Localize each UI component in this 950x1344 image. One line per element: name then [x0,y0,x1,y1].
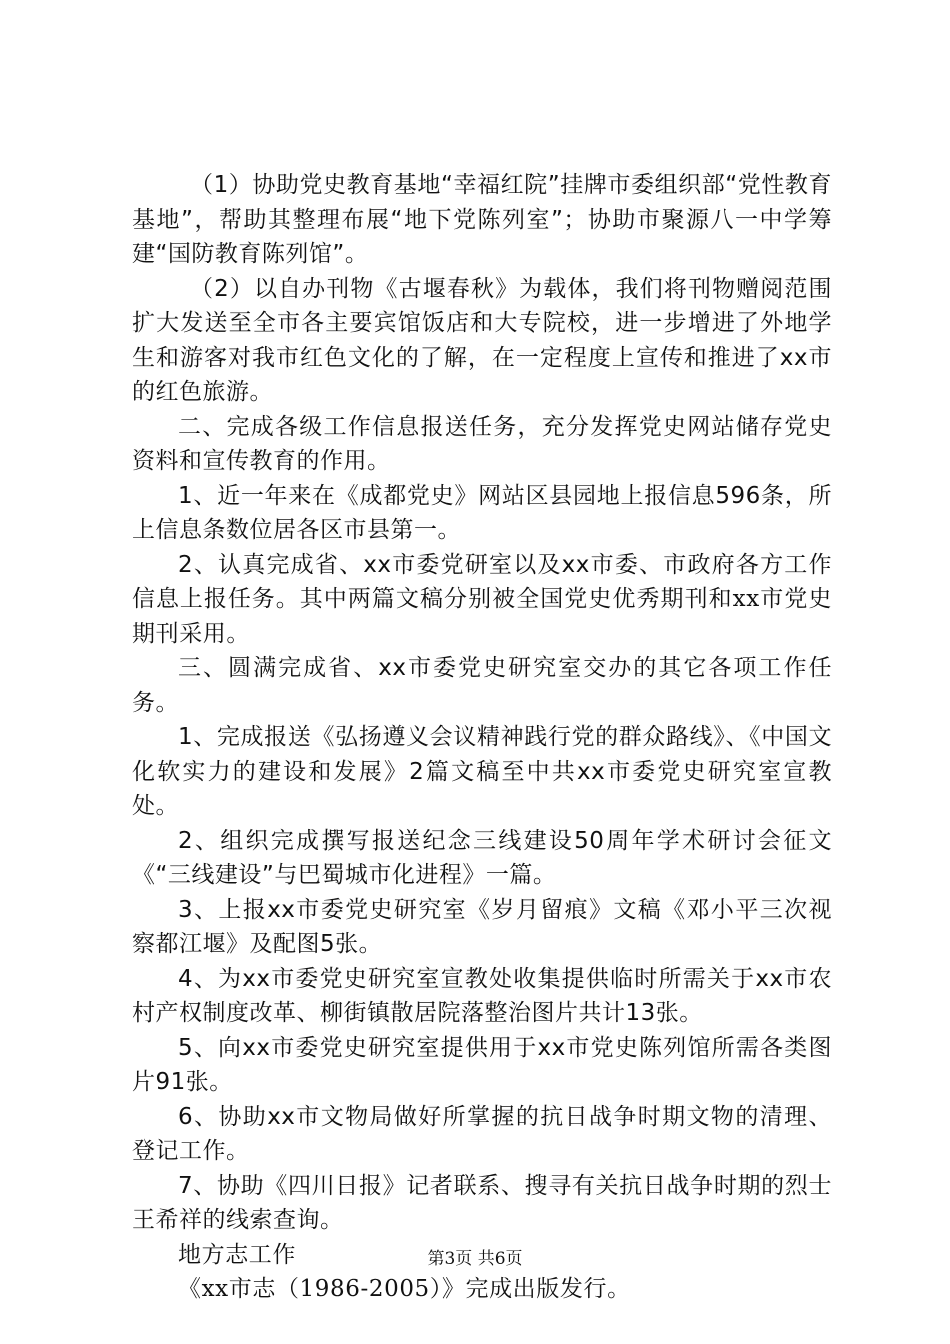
section-heading-two: 二、完成各级工作信息报送任务，充分发挥党史网站储存党史资料和宣传教育的作用。 [132,413,832,474]
page-number-footer: 第3页 共6页 [427,1249,523,1269]
list-item-photos-13: 4、为xx市委党史研究室宣教处收集提供临时所需关于xx市农村产权制度改革、柳街镇散居院落整治图片共计13张。 [132,965,832,1026]
list-item-manuscripts: 1、完成报送《弘扬遵义会议精神践行党的群众路线》、《中国文化软实力的建设和发展》2篇文稿至中共xx市委党史研究室宣教处。 [132,724,832,819]
paragraph-info-reporting [132,548,832,652]
paragraph-info-reporting-main: 2、认真完成省、xx市委党研室以及xx市委、市政府各方工作信息上报任务。 [132,551,832,612]
list-item-relics: 6、协助xx市文物局做好所掌握的抗日战争时期文物的清理、登记工作。 [132,1103,832,1164]
paragraph-base-activities: （1）协助党史教育基地“幸福红院”挂牌市委组织部“党性教育基地”，帮助其整理布展“地下党陈列室”；协助市聚源八一中学筹建“国防教育陈列馆”。 [132,172,832,267]
list-item-newspaper: 7、协助《四川日报》记者联系、搜寻有关抗日战争时期的烈士王希祥的线索查询。 [132,1172,832,1233]
list-item-photos-91: 5、向xx市委党史研究室提供用于xx市党史陈列馆所需各类图片91张。 [132,1034,832,1095]
section-heading-three: 三、圆满完成省、xx市委党史研究室交办的其它各项工作任务。 [132,655,832,716]
section-heading-local-chronicles: 地方志工作 [178,1241,296,1268]
list-item-essay: 2、组织完成撰写报送纪念三线建设50周年学术研讨会征文《“三线建设”与巴蜀城市化进程》一篇。 [132,827,832,888]
paragraph-website-info: 1、近一年来在《成都党史》网站区县园地上报信息596条，所上信息条数位居各区市县第一。 [132,482,832,543]
paragraph-chronicle-published: 《xx市志（1986-2005）》完成出版发行。 [178,1276,631,1302]
list-item-report: 3、上报xx市委党史研究室《岁月留痕》文稿《邓小平三次视察都江堰》及配图5张。 [132,896,832,957]
paragraph-journal-distribution: （2）以自办刊物《古堰春秋》为载体，我们将刊物赠阅范围扩大发送至全市各主要宾馆饭店和大专院校，进一步增进了外地学生和游客对我市红色文化的了解，在一定程度上宣传和推进了xx市的红色旅游。 [132,275,832,405]
paragraph-info-reporting-note: 其中两篇文稿分别被全国党史优秀期刊和xx市党史期刊采用。 [132,586,832,647]
document-body [132,168,832,1307]
